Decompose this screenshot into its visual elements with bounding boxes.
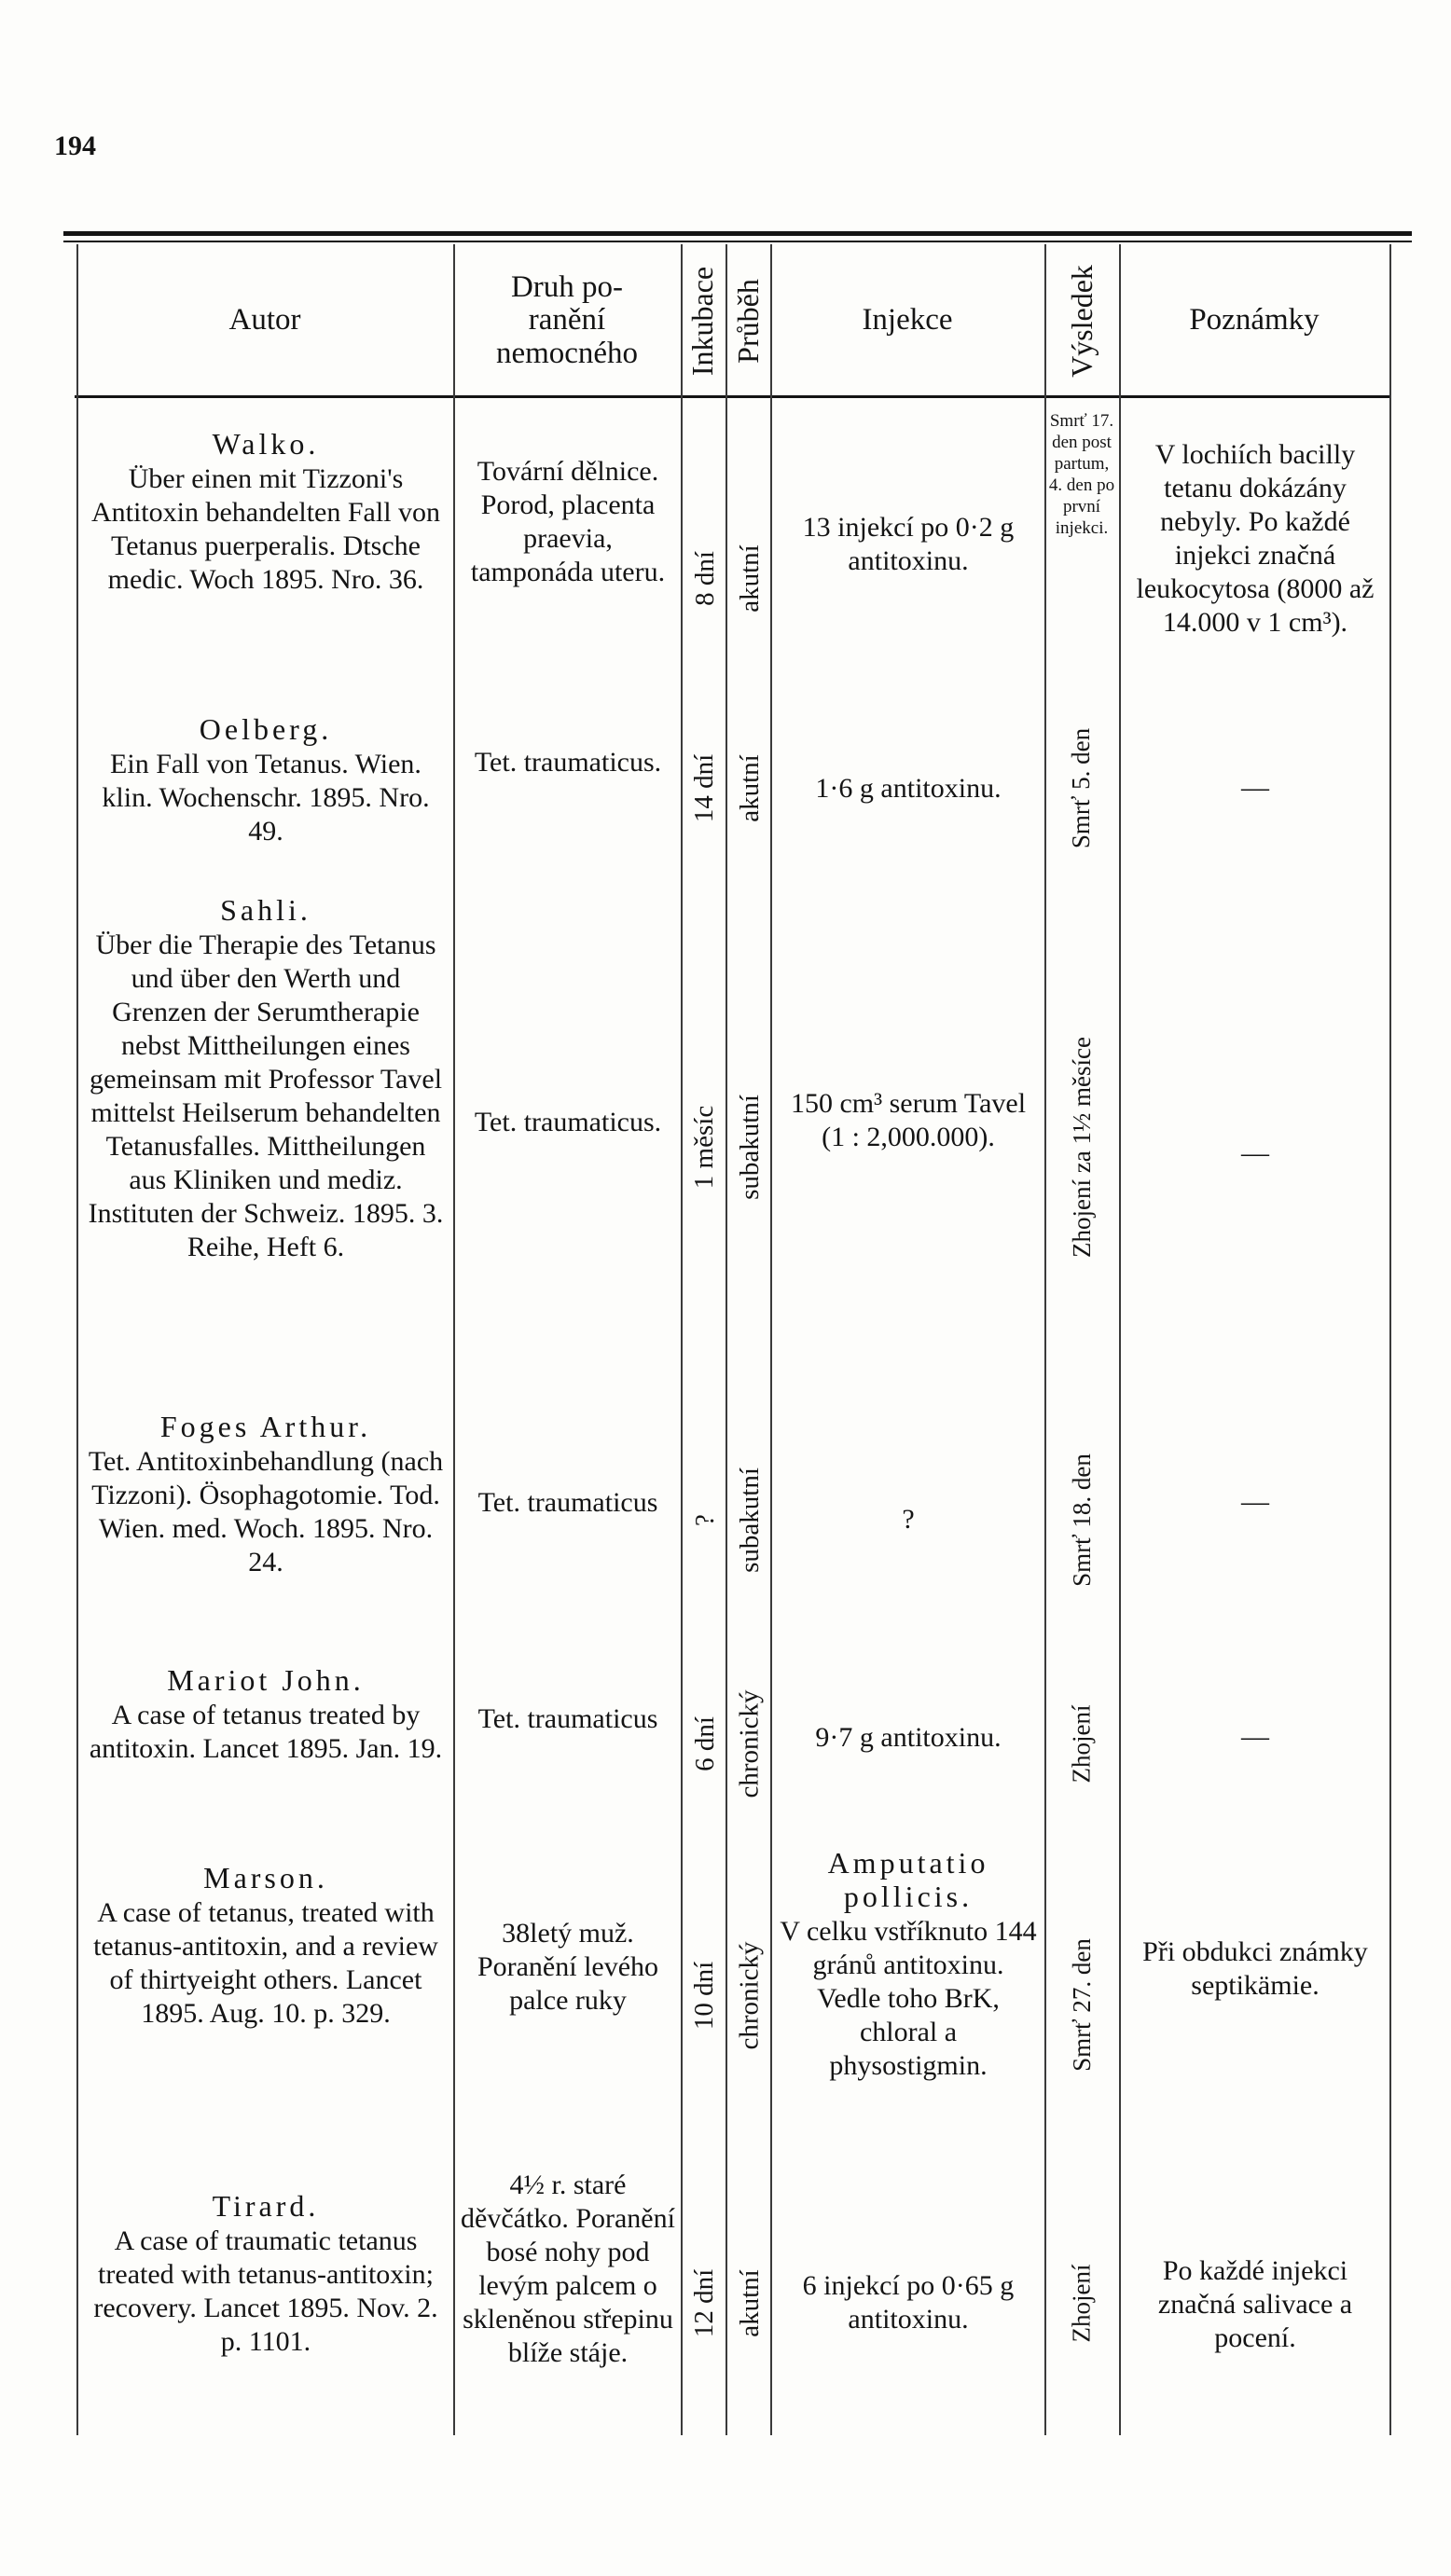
header-inkubace: Inkubace	[685, 266, 720, 376]
row-mariot-autor	[84, 1663, 448, 1766]
row-sahli-poznamky: —	[1241, 1137, 1269, 1168]
reference-text: A case of tetanus treated by antitoxin. Lancet 1895. Jan. 19.	[89, 1700, 443, 1764]
row-mariot-vysledek: Zhojení	[1067, 1704, 1096, 1783]
column-line	[453, 244, 455, 2435]
row-marson-poznamky: Při obdukci známky septikämie.	[1142, 1936, 1368, 2001]
row-foges-poznamky: —	[1241, 1486, 1269, 1517]
reference-text: Über die Therapie des Tetanus und über den Werth und Grenzen der Serumtherapie nebst Mittheilungen eines gemeinsam mit Professor Tavel mittelst Heilserum behandelten Tetanusfalles. Mittheilungen aus Kliniken und mediz. Instituten der Schweiz. 1895. 3. Reihe, Heft 6.	[88, 930, 444, 1262]
row-marson-inkubace: 10 dní	[689, 1961, 720, 2030]
injection-title: Amputatio pollicis.	[827, 1846, 989, 1913]
column-line	[770, 244, 772, 2435]
author-name: Marson.	[203, 1861, 328, 1894]
row-mariot-inkubace: 6 dní	[689, 1715, 720, 1771]
row-walko-inkubace: 8 dní	[689, 550, 720, 606]
row-foges-prubeh: subakutní	[734, 1467, 765, 1573]
row-foges-inkubace: ?	[689, 1513, 720, 1526]
row-marson-vysledek: Smrť 27. den	[1067, 1937, 1096, 2072]
row-sahli-vysledek: Zhojení za 1½ měsíce	[1067, 1036, 1096, 1258]
injection-text: V celku vstříknuto 144 gránů antitoxinu. Vedle toho BrK, chloral a physostigmin.	[780, 1916, 1037, 2081]
row-sahli-injekce: 150 cm³ serum Tavel (1 : 2,000.000).	[790, 1088, 1027, 1152]
header-druh: Druh po- ranění nemocného	[495, 269, 639, 370]
author-name: Tirard.	[212, 2189, 320, 2223]
author-name: Foges Arthur.	[159, 1410, 372, 1443]
header-vysledek: Výsledek	[1064, 264, 1099, 378]
row-walko-vysledek: Smrť 17. den post partum, 4. den po první injekci.	[1048, 411, 1115, 538]
row-walko-prubeh: akutní	[734, 544, 765, 613]
row-mariot-poznamky: —	[1241, 1721, 1269, 1752]
top-rule-thick	[63, 231, 1412, 236]
row-walko-autor	[84, 427, 448, 597]
header-poznamky: Poznámky	[1189, 303, 1320, 337]
row-sahli-prubeh: subakutní	[734, 1094, 765, 1200]
row-foges-druh: Tet. traumaticus	[477, 1487, 658, 1518]
row-walko-druh: Tovární dělnice. Porod, placenta praevia, tamponáda uteru.	[470, 456, 666, 587]
row-oelberg-vysledek: Smrť 5. den	[1067, 727, 1096, 848]
row-mariot-prubeh: chronický	[734, 1689, 765, 1798]
column-line	[681, 244, 683, 2435]
row-tirard-inkubace: 12 dní	[689, 2268, 720, 2337]
column-line	[1044, 244, 1046, 2435]
row-marson-autor	[84, 1861, 448, 2031]
reference-text: Ein Fall von Tetanus. Wien. klin. Wochenschr. 1895. Nro. 49.	[102, 749, 430, 847]
row-tirard-autor	[84, 2189, 448, 2359]
reference-text: Über einen mit Tizzoni's Antitoxin behandelten Fall von Tetanus puerperalis. Dtsche medic. Woch 1895. Nro. 36.	[90, 463, 441, 595]
author-name: Oelberg.	[199, 712, 333, 746]
row-tirard-vysledek: Zhojení	[1067, 2264, 1096, 2342]
header-injekce: Injekce	[862, 303, 953, 337]
row-oelberg-druh: Tet. traumaticus.	[474, 747, 662, 778]
row-oelberg-poznamky: —	[1241, 772, 1269, 803]
column-line	[76, 244, 78, 2435]
row-marson-prubeh: chronický	[734, 1941, 765, 2049]
author-name: Sahli.	[220, 893, 311, 927]
row-tirard-poznamky: Po každé injekci značná salivace a pocení.	[1157, 2255, 1353, 2353]
row-tirard-prubeh: akutní	[734, 2268, 765, 2337]
row-tirard-injekce: 6 injekcí po 0·65 g antitoxinu.	[802, 2270, 1015, 2335]
row-oelberg-injekce: 1·6 g antitoxinu.	[815, 773, 1002, 804]
row-oelberg-prubeh: akutní	[734, 753, 765, 822]
row-mariot-injekce: 9·7 g antitoxinu.	[815, 1722, 1002, 1753]
row-foges-injekce: ?	[902, 1504, 915, 1535]
row-sahli-autor	[84, 893, 448, 1264]
header-prubeh: Průběh	[730, 278, 765, 364]
row-walko-poznamky: V lochiích bacilly tetanu dokázány nebyly. Po každé injekci značná leukocytosa (8000 až 14.000 v 1 cm³).	[1136, 439, 1375, 638]
author-name: Walko.	[212, 427, 320, 461]
row-sahli-druh: Tet. traumaticus.	[474, 1107, 662, 1137]
row-mariot-druh: Tet. traumaticus	[477, 1703, 658, 1734]
row-foges-vysledek: Smrť 18. den	[1067, 1453, 1096, 1587]
column-line	[1389, 244, 1391, 2435]
reference-text: A case of tetanus, treated with tetanus-antitoxin, and a review of thirtyeight others. Lancet 1895. Aug. 10. p. 329.	[93, 1897, 438, 2029]
row-foges-autor	[84, 1410, 448, 1579]
reference-text: Tet. Antitoxinbehandlung (nach Tizzoni). Ösophagotomie. Tod. Wien. med. Woch. 1895. Nro. 24.	[88, 1446, 444, 1577]
row-oelberg-autor	[84, 712, 448, 848]
row-marson-druh: 38letý muž. Poranění levého palce ruky	[477, 1918, 659, 2016]
header-autor: Autor	[228, 303, 301, 337]
page-number: 194	[54, 131, 96, 161]
row-marson-injekce	[778, 1846, 1039, 2083]
row-oelberg-inkubace: 14 dní	[689, 753, 720, 822]
header-rule	[75, 395, 1391, 398]
row-sahli-inkubace: 1 měsíc	[689, 1105, 720, 1189]
column-line	[726, 244, 727, 2435]
reference-text: A case of traumatic tetanus treated with tetanus-antitoxin; recovery. Lancet 1895. Nov. 2. p. 1101.	[93, 2225, 438, 2357]
row-tirard-druh: 4½ r. staré děvčátko. Poranění bosé nohy pod levým palcem o skleněnou střepinu blíže stáje.	[461, 2170, 675, 2368]
top-rule-thin	[63, 241, 1412, 242]
column-line	[1119, 244, 1121, 2435]
row-walko-injekce: 13 injekcí po 0·2 g antitoxinu.	[802, 512, 1015, 576]
author-name: Mariot John.	[167, 1663, 365, 1697]
